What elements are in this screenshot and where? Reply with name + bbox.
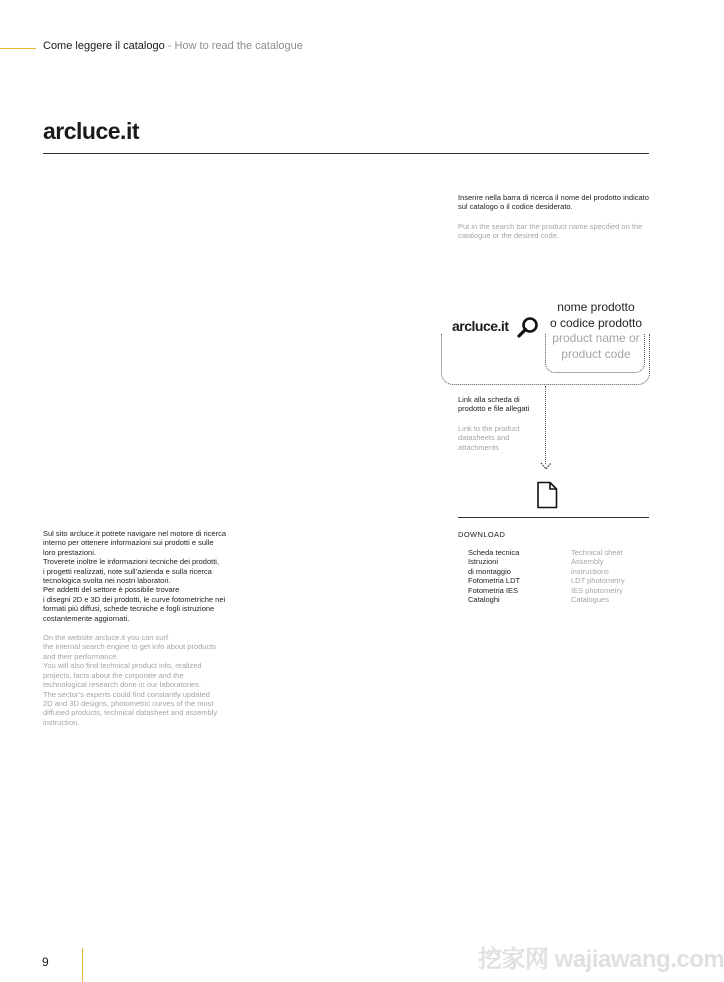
download-item-it: Fotometria LDT <box>468 576 521 586</box>
watermark: 挖家网 wajiawang.com <box>478 946 724 973</box>
download-item-en: Catalogues <box>571 595 609 604</box>
download-item-en: IES photometry <box>571 585 623 595</box>
product-label-it-1: nome prodotto <box>557 300 635 314</box>
download-title: DOWNLOAD <box>458 530 506 539</box>
search-instructions-it: Inserire nella barra di ricerca il nome del prodotto indicato sul catalogo o il codice desiderato. <box>458 193 649 212</box>
body-line: 2D and 3D designs, photometric curves of the most <box>43 698 214 708</box>
download-item-it: Istruzioni <box>468 557 499 567</box>
body-text <box>43 529 243 727</box>
magnifier-icon <box>516 315 540 339</box>
header-accent-line <box>0 48 36 49</box>
title-divider <box>43 153 649 154</box>
body-line: costantemente aggiornati. <box>43 613 130 623</box>
header-title: Come leggere il catalogo <box>43 40 165 52</box>
body-line: loro prestazioni. <box>43 547 96 557</box>
body-line: On the website arcluce.it you can surf <box>43 633 169 643</box>
product-label-en-2: product code <box>561 346 631 361</box>
download-item-it: Fotometria IES <box>468 585 519 595</box>
body-line: Troverete inoltre le informazioni tecniche dei prodotti, <box>43 557 220 567</box>
body-line: technological research done in our laboratories. <box>43 680 202 690</box>
link-description-it: Link alla scheda di prodotto e file allegati <box>458 395 530 414</box>
body-line: The sector’s experts could find constantly updated <box>43 689 210 699</box>
arrow-down-icon <box>540 461 552 471</box>
section-header <box>43 40 303 52</box>
body-line: i progetti realizzati, note sull’azienda e sulla ricerca <box>43 566 212 576</box>
search-instructions <box>458 193 658 241</box>
site-label: arcluce.it <box>452 318 509 334</box>
body-line: projects, facts about the corporate and the <box>43 670 184 680</box>
search-instructions-en: Put in the search bar the product name specified on the catalogue or the desired code. <box>458 221 643 241</box>
download-item-en: LDT photometry <box>571 576 625 586</box>
link-description <box>458 395 548 452</box>
body-text-it <box>43 529 243 623</box>
document-icon <box>535 481 559 509</box>
product-label-it-2: o codice prodotto <box>549 315 643 330</box>
body-line: and their performance. <box>43 651 119 661</box>
download-item-en: Assembly <box>571 557 604 567</box>
download-item-it: Scheda tecnica <box>468 548 520 557</box>
body-line: tecnologica svolta nei nostri laboratori. <box>43 576 171 586</box>
body-line: Per addetti del settore è possibile trovare <box>43 585 180 595</box>
product-label-en-1: product name or <box>552 331 640 345</box>
page-accent-line <box>82 948 83 982</box>
search-field-label <box>549 300 643 362</box>
link-description-en: Link to the product datasheets and attachments <box>458 423 520 452</box>
header-subtitle: How to read the catalogue <box>174 40 303 52</box>
download-item-en: Technical sheet <box>571 548 623 557</box>
page-number: 9 <box>42 955 49 969</box>
page-title: arcluce.it <box>43 118 139 144</box>
body-line: the internal search engine to get info about products <box>43 642 217 652</box>
download-divider <box>458 517 649 518</box>
body-line: diffused products, technical datasheet and assembly <box>43 708 218 718</box>
download-item-en: instructions <box>571 566 609 576</box>
download-item-it: di montaggio <box>468 566 511 576</box>
body-line: instruction. <box>43 717 80 727</box>
body-line: interno per ottenere informazioni sui prodotti e sulle <box>43 538 214 548</box>
dotted-connector <box>545 386 546 464</box>
body-line: formati più diffusi, schede tecniche e fogli istruzione <box>43 604 215 614</box>
body-text-en <box>43 633 243 727</box>
body-line: Sul sito arcluce.it potrete navigare nel motore di ricerca <box>43 529 227 538</box>
body-line: i disegni 2D e 3D dei prodotti, le curve fotometriche nei <box>43 594 226 604</box>
body-line: You will also find technical product info, realized <box>43 661 202 671</box>
header-separator: - <box>164 40 175 52</box>
download-item-it: Cataloghi <box>468 595 500 604</box>
